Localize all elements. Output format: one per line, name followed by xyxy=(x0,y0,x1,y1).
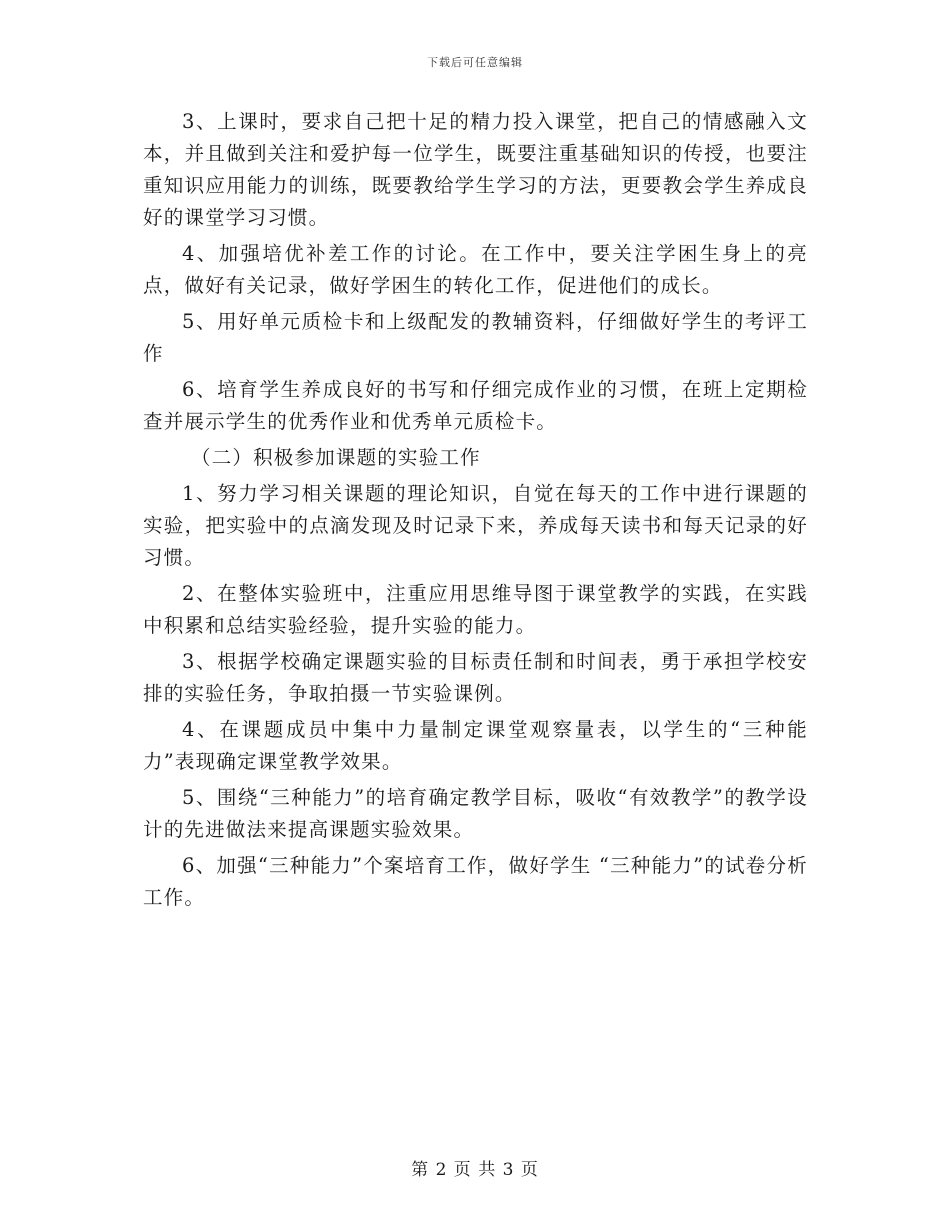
paragraph-item-4b: 4、在课题成员中集中力量制定课堂观察量表，以学生的“三种能力”表现确定课堂教学效果。 xyxy=(143,718,808,773)
paragraph-item-1: 1、努力学习相关课题的理论知识，自觉在每天的工作中进行课题的实验，把实验中的点滴发现及时记录下来，养成每天读书和每天记录的好习惯。 xyxy=(143,482,808,569)
paragraph-item-5b: 5、围绕“三种能力”的培育确定教学目标，吸收“有效教学”的教学设计的先进做法来提高课题实验效果。 xyxy=(143,786,808,841)
paragraph-item-2: 2、在整体实验班中，注重应用思维导图于课堂教学的实践，在实践中积累和总结实验经验，提升实验的能力。 xyxy=(143,582,808,637)
paragraph-item-6: 6、培育学生养成良好的书写和仔细完成作业的习惯，在班上定期检查并展示学生的优秀作业和优秀单元质检卡。 xyxy=(143,378,808,433)
paragraph-item-5: 5、用好单元质检卡和上级配发的教辅资料，仔细做好学生的考评工作 xyxy=(143,310,808,365)
paragraph-item-3b: 3、根据学校确定课题实验的目标责任制和时间表，勇于承担学校安排的实验任务，争取拍摄一节实验课例。 xyxy=(143,650,808,705)
page-number-footer: 第 2 页 共 3 页 xyxy=(411,1160,539,1180)
document-body xyxy=(143,106,808,918)
page-header: 下载后可任意编辑 xyxy=(427,56,523,69)
paragraph-item-6b: 6、加强“三种能力”个案培育工作，做好学生 “三种能力”的试卷分析工作。 xyxy=(143,854,808,909)
section-heading: （二）积极参加课题的实验工作 xyxy=(191,446,481,469)
paragraph-item-3: 3、上课时，要求自己把十足的精力投入课堂，把自己的情感融入文本，并且做到关注和爱护每一位学生，既要注重基础知识的传授，也要注重知识应用能力的训练，既要教给学生学习的方法，更要教会学生养成良好的课堂学习习惯。 xyxy=(143,110,808,229)
paragraph-item-4: 4、加强培优补差工作的讨论。在工作中，要关注学困生身上的亮点，做好有关记录，做好学困生的转化工作，促进他们的成长。 xyxy=(143,242,808,297)
